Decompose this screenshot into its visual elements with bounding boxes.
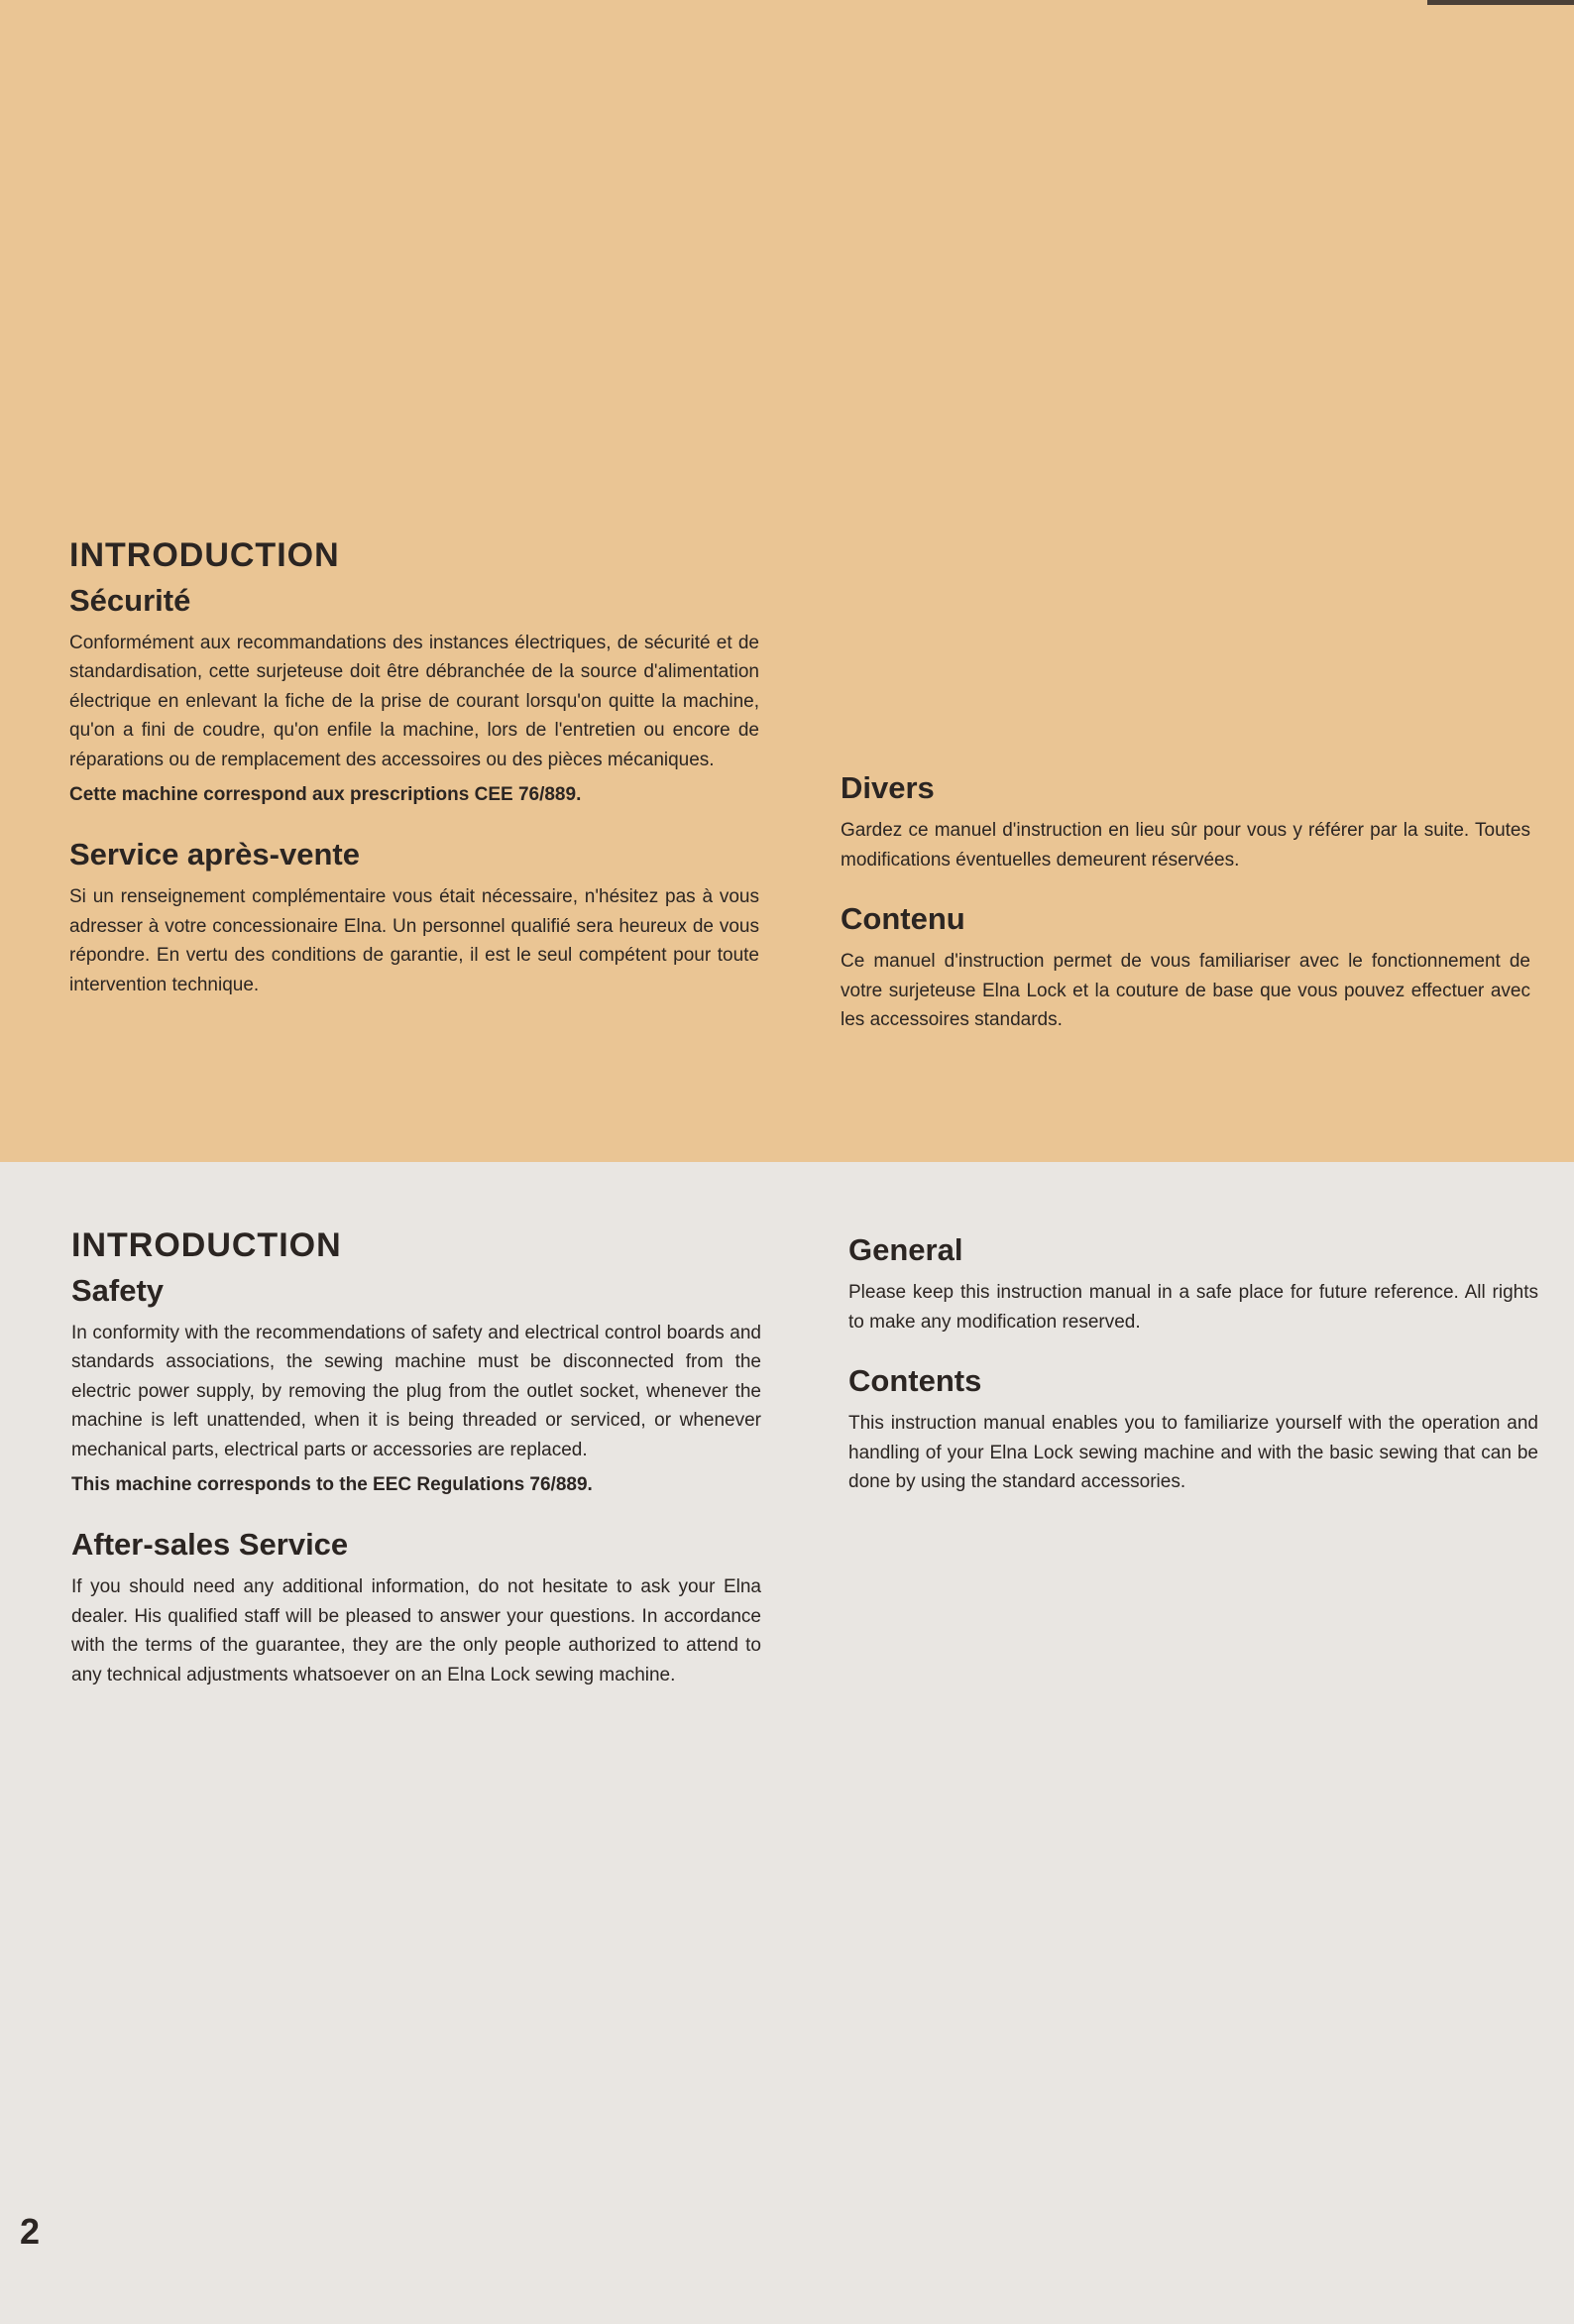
french-contents-text: Ce manuel d'instruction permet de vous familiariser avec le fonctionnement de votre surjeteuse Elna Lock et la couture de base que vous pouvez effectuer avec les accessoires standards. [841, 951, 1530, 1031]
french-title: INTRODUCTION [69, 536, 340, 574]
english-general-heading: General [848, 1232, 963, 1267]
english-safety-text: In conformity with the recommendations of safety and electrical control boards and standards associations, the sewing machine must be disconnected from the electric power supply, by removing the plug from the outlet socket, whenever the machine is left unattended, when it is being threaded or serviced, or whenever mechanical parts, electrical parts or accessories are replaced. [71, 1322, 761, 1460]
english-contents-heading: Contents [848, 1363, 982, 1399]
english-title: INTRODUCTION [71, 1226, 342, 1264]
french-regulation-text: Cette machine correspond aux prescriptions CEE 76/889. [69, 784, 582, 806]
english-right-column [848, 1231, 1538, 1497]
english-after-sales-heading: After-sales Service [71, 1526, 349, 1562]
french-after-sales-heading: Service après-vente [69, 836, 360, 872]
french-contents-heading: Contenu [841, 901, 965, 937]
french-after-sales-text: Si un renseignement complémentaire vous était nécessaire, n'hésitez pas à vous adresser à votre concessionaire Elna. Un personnel qualifié sera heureux de vous répondre. En vertu des conditions de garantie, il est le seul compétent pour toute intervention technique. [69, 886, 759, 995]
english-regulation-text: This machine corresponds to the EEC Regulations 76/889. [71, 1474, 593, 1496]
french-general-heading: Divers [841, 770, 935, 805]
english-safety-heading: Safety [71, 1272, 165, 1308]
french-left-column [69, 535, 759, 999]
english-left-column [71, 1225, 761, 1689]
french-safety-heading: Sécurité [69, 582, 191, 618]
french-general-text: Gardez ce manuel d'instruction en lieu sûr pour vous y référer par la suite. Toutes modifications éventuelles demeurent réservées. [841, 820, 1530, 871]
french-right-column [841, 769, 1530, 1035]
french-safety-text: Conformément aux recommandations des instances électriques, de sécurité et de standardisation, cette surjeteuse doit être débranchée de la source d'alimentation électrique en enlevant la fiche de la prise de courant lorsqu'on quitte la machine, qu'on a fini de coudre, qu'on enfile la machine, lors de l'entretien ou encore de réparations ou de remplacement des accessoires ou des pièces mécaniques. [69, 632, 759, 770]
english-contents-text: This instruction manual enables you to familiarize yourself with the operation and handling of your Elna Lock sewing machine and with the basic sewing that can be done by using the standard accessories. [848, 1413, 1538, 1493]
english-general-text: Please keep this instruction manual in a safe place for future reference. All rights to make any modification reserved. [848, 1282, 1538, 1333]
page-number: 2 [20, 2211, 41, 2252]
english-after-sales-text: If you should need any additional information, do not hesitate to ask your Elna dealer. His qualified staff will be pleased to answer your questions. In accordance with the terms of the guarantee, they are the only people authorized to attend to any technical adjustments whatsoever on an Elna Lock sewing machine. [71, 1576, 761, 1685]
top-edge-mark [1427, 0, 1574, 5]
